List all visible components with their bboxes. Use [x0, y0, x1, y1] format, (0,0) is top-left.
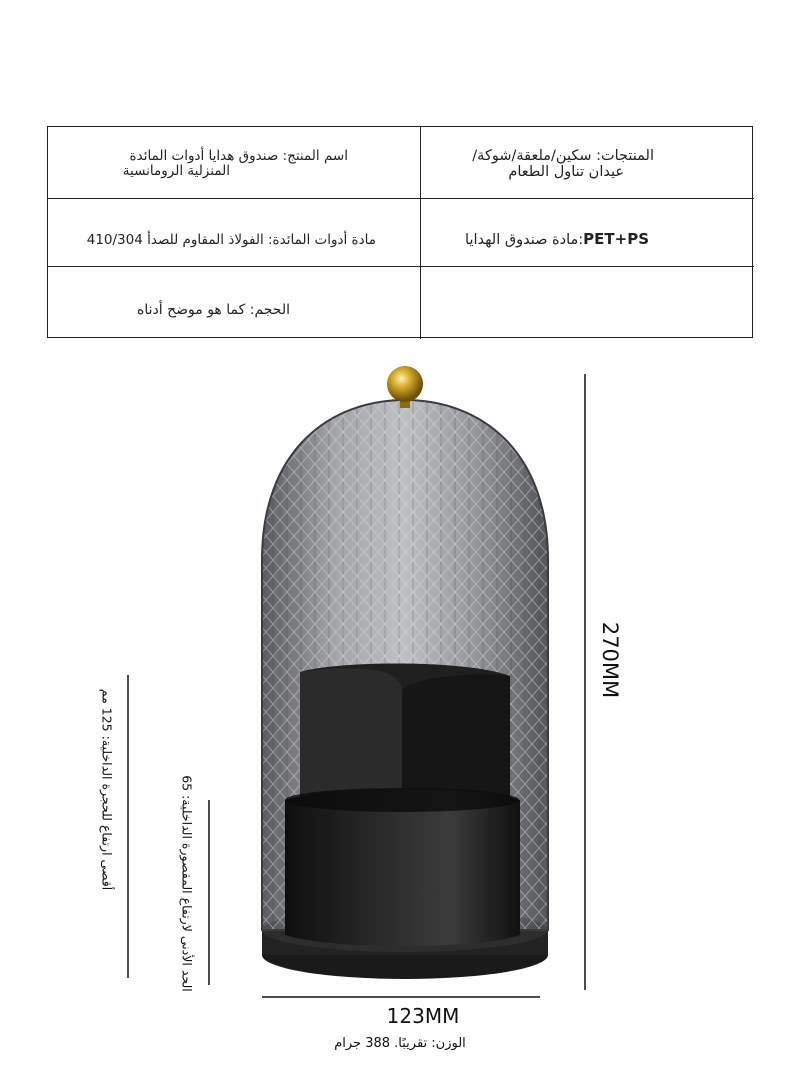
spec-cell-box-material — [421, 199, 754, 267]
width-label: 123MM — [386, 1004, 460, 1028]
weight-label: الوزن: تقريبًا. 388 جرام — [334, 1036, 466, 1051]
spec-cell-product-name — [48, 127, 421, 199]
gold-knob — [387, 366, 423, 402]
product-name-line1: اسم المنتج: صندوق هدايا أدوات المائدة — [129, 148, 348, 164]
cutlery-material-text: مادة أدوات المائدة: الفولاذ المقاوم للصدأ 410/304 — [86, 232, 376, 248]
box-material-label: :مادة صندوق الهدايا — [465, 232, 584, 248]
spec-table — [47, 126, 753, 338]
spec-cell-empty — [421, 267, 754, 339]
spec-cell-cutlery-material — [48, 199, 421, 267]
spec-cell-size — [48, 267, 421, 339]
height-label: 270MM — [598, 621, 622, 699]
products-line1: المنتجات: سكين/ملعقة/شوكة/ — [472, 148, 654, 164]
product-name-line2: المنزلية الرومانسية — [122, 163, 230, 179]
products-line2: عيدان تناول الطعام — [508, 164, 624, 180]
product-drawing — [0, 340, 800, 1091]
box-material-bold: PET+PS — [583, 230, 649, 248]
size-text: الحجم: كما هو موضح أدناه — [137, 302, 290, 318]
organizer-front — [285, 789, 520, 947]
inner-min-height-label: الحد الأدنى لارتفاع المقصورة الداخلية: 65 — [179, 775, 195, 992]
inner-max-height-label: أقصى ارتفاع للحجرة الداخلية: 125 مم — [99, 688, 115, 891]
box-material-text — [465, 232, 649, 248]
spec-cell-products — [421, 127, 754, 199]
